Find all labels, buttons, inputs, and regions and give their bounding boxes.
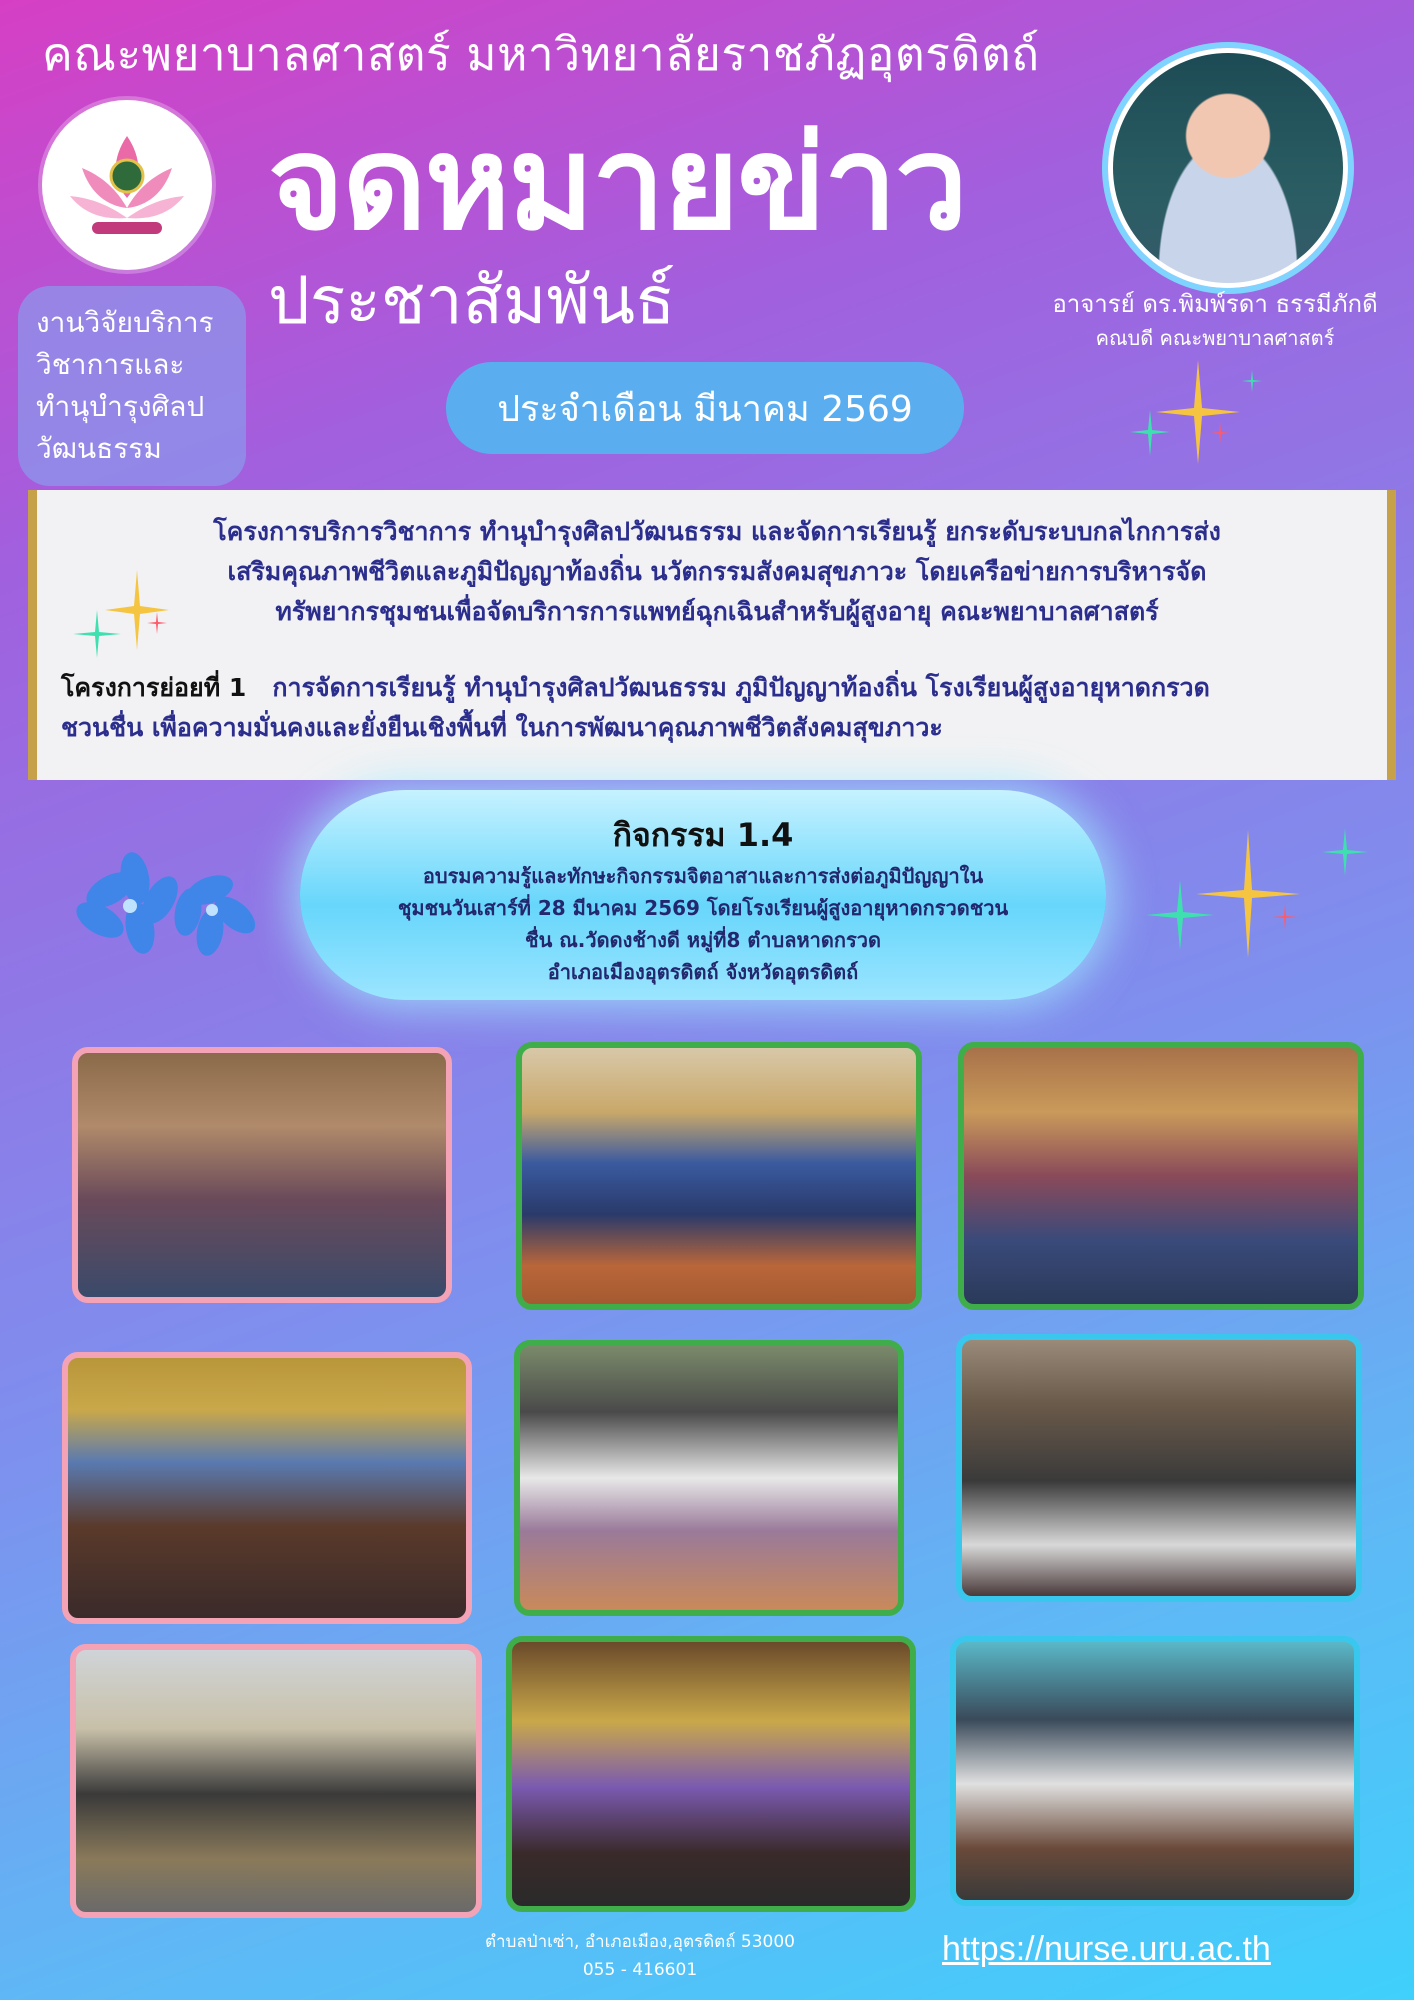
activity-photo — [958, 1042, 1364, 1310]
activity-photo — [70, 1644, 482, 1918]
department-line: งานวิจัยบริการ — [36, 306, 214, 339]
issue-month-pill: ประจำเดือน มีนาคม 2569 — [446, 362, 964, 454]
activity-photo — [956, 1334, 1362, 1602]
activity-title: กิจกรรม 1.4 — [612, 816, 794, 854]
activity-photo — [62, 1352, 472, 1624]
dean-name: อาจารย์ ดร.พิมพ์รดา ธรรมีภักดี — [1052, 290, 1378, 318]
project-line: เสริมคุณภาพชีวิตและภูมิปัญญาท้องถิ่น นวัตกรรมสังคมสุขภาวะ โดยเครือข่ายการบริหารจัด — [227, 557, 1207, 586]
activity-photo — [516, 1042, 922, 1310]
sparkle-icon — [57, 570, 187, 680]
faculty-logo — [42, 100, 212, 270]
project-description — [127, 512, 1307, 632]
lotus-logo-icon — [62, 118, 192, 248]
footer-address — [430, 1928, 850, 1984]
activity-line: ชื่น ณ.วัดดงช้างดี หมู่ที่8 ตำบลหาดกรวด — [525, 928, 881, 952]
newsletter-title: จดหมายข่าว — [268, 107, 967, 259]
dean-portrait — [1108, 48, 1348, 288]
address-text: ตำบลป่าเซ่า, อำเภอเมือง,อุตรดิตถ์ 53000 — [485, 1932, 795, 1952]
project-line: โครงการบริการวิชาการ ทำนุบำรุงศิลปวัฒนธรรม และจัดการเรียนรู้ ยกระดับระบบกลไกการส่ง — [213, 517, 1221, 546]
sub-project-description — [61, 668, 1381, 748]
activity-pill — [300, 790, 1106, 1000]
activity-photo — [506, 1636, 916, 1912]
sub-project-lead: โครงการย่อยที่ 1 — [61, 673, 247, 702]
activity-description — [350, 860, 1056, 988]
activity-photo — [514, 1340, 904, 1616]
project-line: ทรัพยากรชุมชนเพื่อจัดบริการการแพทย์ฉุกเฉินสำหรับผู้สูงอายุ คณะพยาบาลศาสตร์ — [275, 597, 1159, 626]
sub-project-line: ชวนชื่น เพื่อความมั่นคงและยั่งยืนเชิงพื้นที่ ในการพัฒนาคุณภาพชีวิตสังคมสุขภาวะ — [61, 713, 943, 742]
activity-photo — [950, 1636, 1360, 1906]
activity-line: อบรมความรู้และทักษะกิจกรรมจิตอาสาและการส่งต่อภูมิปัญญาใน — [422, 864, 984, 888]
sparkle-icon — [1110, 360, 1270, 470]
activity-line: ชุมชนวันเสาร์ที่ 28 มีนาคม 2569 โดยโรงเรียนผู้สูงอายุหาดกรวดชวน — [397, 896, 1009, 920]
activity-photo — [72, 1047, 452, 1303]
frangipani-flower-icon — [70, 850, 270, 960]
phone-text: 055 - 416601 — [582, 1960, 698, 1980]
project-box — [28, 490, 1396, 780]
newsletter-subtitle: ประชาสัมพันธ์ — [268, 262, 676, 339]
department-line: วิชาการและ — [36, 348, 185, 381]
faculty-header: คณะพยาบาลศาสตร์ มหาวิทยาลัยราชภัฏอุตรดิตถ์ — [42, 27, 1040, 81]
activity-line: อำเภอเมืองอุตรดิตถ์ จังหวัดอุตรดิตถ์ — [547, 960, 859, 984]
website-link[interactable]: https://nurse.uru.ac.th — [942, 1930, 1271, 1968]
dean-position: คณบดี คณะพยาบาลศาสตร์ — [1095, 326, 1335, 350]
sparkle-icon — [1130, 820, 1380, 970]
department-label — [18, 286, 246, 486]
sub-project-line: การจัดการเรียนรู้ ทำนุบำรุงศิลปวัฒนธรรม ภูมิปัญญาท้องถิ่น โรงเรียนผู้สูงอายุหาดกรวด — [246, 673, 1210, 702]
department-line: วัฒนธรรม — [36, 432, 162, 465]
department-line: ทำนุบำรุงศิลป — [36, 390, 205, 423]
